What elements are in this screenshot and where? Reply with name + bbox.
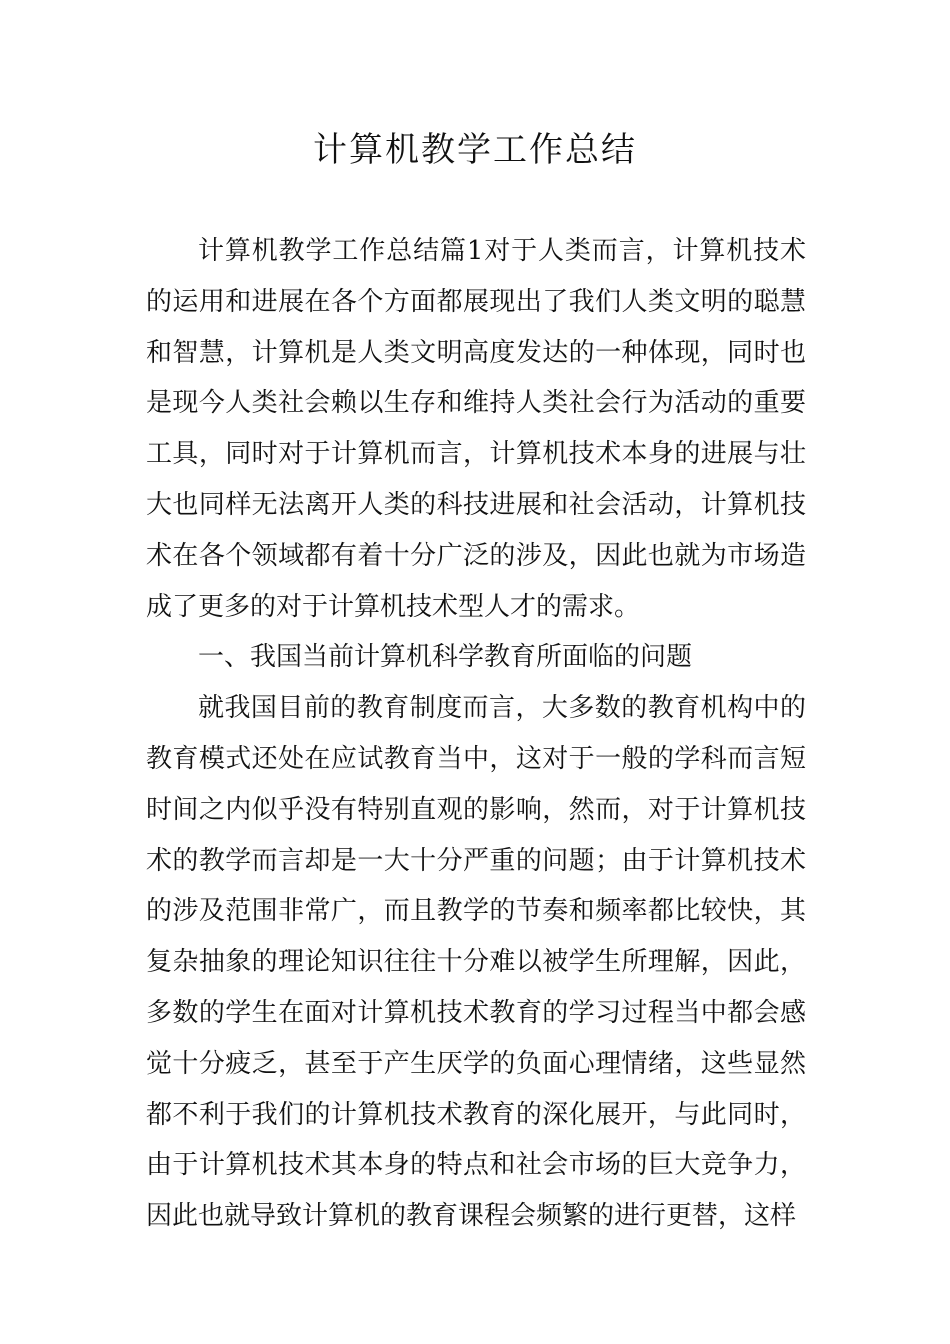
- paragraph-problems: 就我国目前的教育制度而言，大多数的教育机构中的教育模式还处在应试教育当中，这对于一般的学科而言短时间之内似乎没有特别直观的影响，然而，对于计算机技术的教学而言却是一大十分严重的问题；由于计算机技术的涉及范围非常广，而且教学的节奏和频率都比较快，其复杂抽象的理论知识往往十分难以被学生所理解，因此，多数的学生在面对计算机技术教育的学习过程当中都会感觉十分疲乏，甚至于产生厌学的负面心理情绪，这些显然都不利于我们的计算机技术教育的深化展开，与此同时，由于计算机技术其本身的特点和社会市场的巨大竞争力，因此也就导致计算机的教育课程会频繁的进行更替，这样: [146, 693, 806, 1232]
- section-heading: 一、我国当前计算机科学教育所面临的问题: [198, 642, 693, 673]
- paragraph-intro: 计算机教学工作总结篇1对于人类而言，计算机技术的运用和进展在各个方面都展现出了我们人类文明的聪慧和智慧，计算机是人类文明高度发达的一种体现，同时也是现今人类社会赖以生存和维持人类社会行为活动的重要工具，同时对于计算机而言，计算机技术本身的进展与壮大也同样无法离开人类的科技进展和社会活动，计算机技术在各个领域都有着十分广泛的涉及，因此也就为市场造成了更多的对于计算机技术型人才的需求。: [146, 236, 806, 622]
- document-title: 计算机教学工作总结: [313, 130, 637, 170]
- document-body: [146, 226, 806, 1242]
